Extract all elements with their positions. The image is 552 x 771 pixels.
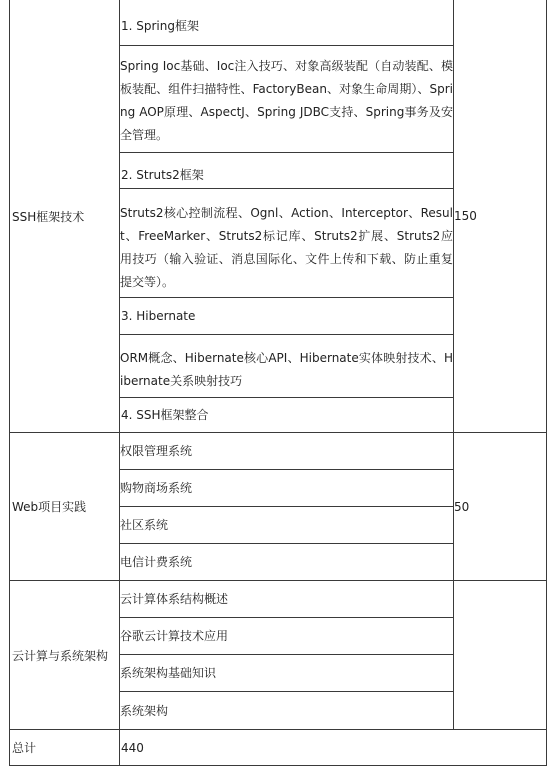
topic-row [119, 580, 454, 618]
total-value: 440 [121, 740, 144, 755]
hours-cell-cloud [453, 580, 547, 730]
topic-detail-spring [119, 45, 454, 153]
topic-title: 3. Hibernate [121, 309, 196, 323]
project-row [119, 543, 454, 581]
project-name: 购物商场系统 [120, 481, 193, 495]
topic-title: 1. Spring框架 [121, 19, 199, 33]
topic-name: 系统架构基础知识 [120, 666, 217, 680]
project-row [119, 469, 454, 507]
topic-title: 2. Struts2框架 [121, 168, 204, 182]
topic-header-struts2 [119, 152, 454, 189]
category-label: 云计算与系统架构 [12, 648, 109, 663]
topic-detail-hibernate [119, 334, 454, 398]
project-row [119, 506, 454, 544]
category-label: Web项目实践 [12, 500, 87, 514]
total-label-cell [9, 729, 120, 766]
category-cell-web [9, 432, 120, 581]
hours-cell-ssh [453, 0, 547, 433]
project-name: 权限管理系统 [120, 444, 193, 458]
topic-header-hibernate [119, 297, 454, 335]
project-row [119, 432, 454, 470]
topic-detail-text: Struts2核心控制流程、Ognl、Action、Interceptor、Result、FreeMarker、Struts2标记库、Struts2扩展、Struts2应用技巧（输入验证、消息国际化、文件上传和下载、防止重复提交等）。 [120, 206, 453, 289]
topic-row [119, 654, 454, 692]
topic-name: 云计算体系结构概述 [120, 592, 229, 606]
total-value-cell [119, 729, 547, 766]
topic-row [119, 617, 454, 655]
hours-cell-web [453, 432, 547, 581]
topic-detail-text: ORM概念、Hibernate核心API、Hibernate实体映射技术、Hibernate关系映射技巧 [120, 351, 453, 388]
category-cell-ssh [9, 0, 120, 433]
hours-value: 50 [454, 499, 470, 514]
topic-detail-text: Spring Ioc基础、Ioc注入技巧、对象高级装配（自动装配、模板装配、组件扫描特性、FactoryBean、对象生命周期）、Spring AOP原理、AspectJ、Spring JDBC支持、Spring事务及安全管理。 [120, 59, 453, 142]
topic-name: 系统架构 [120, 703, 169, 718]
topic-header-spring [119, 0, 454, 46]
topic-title: 4. SSH框架整合 [121, 408, 209, 422]
total-label: 总计 [12, 741, 37, 755]
hours-value: 150 [454, 209, 477, 223]
topic-row [119, 691, 454, 730]
project-name: 电信计费系统 [120, 555, 193, 569]
project-name: 社区系统 [120, 518, 169, 532]
category-label: SSH框架技术 [12, 209, 85, 224]
category-cell-cloud [9, 580, 120, 730]
topic-detail-struts2 [119, 188, 454, 298]
topic-name: 谷歌云计算技术应用 [120, 629, 229, 643]
topic-header-ssh-integration [119, 397, 454, 433]
